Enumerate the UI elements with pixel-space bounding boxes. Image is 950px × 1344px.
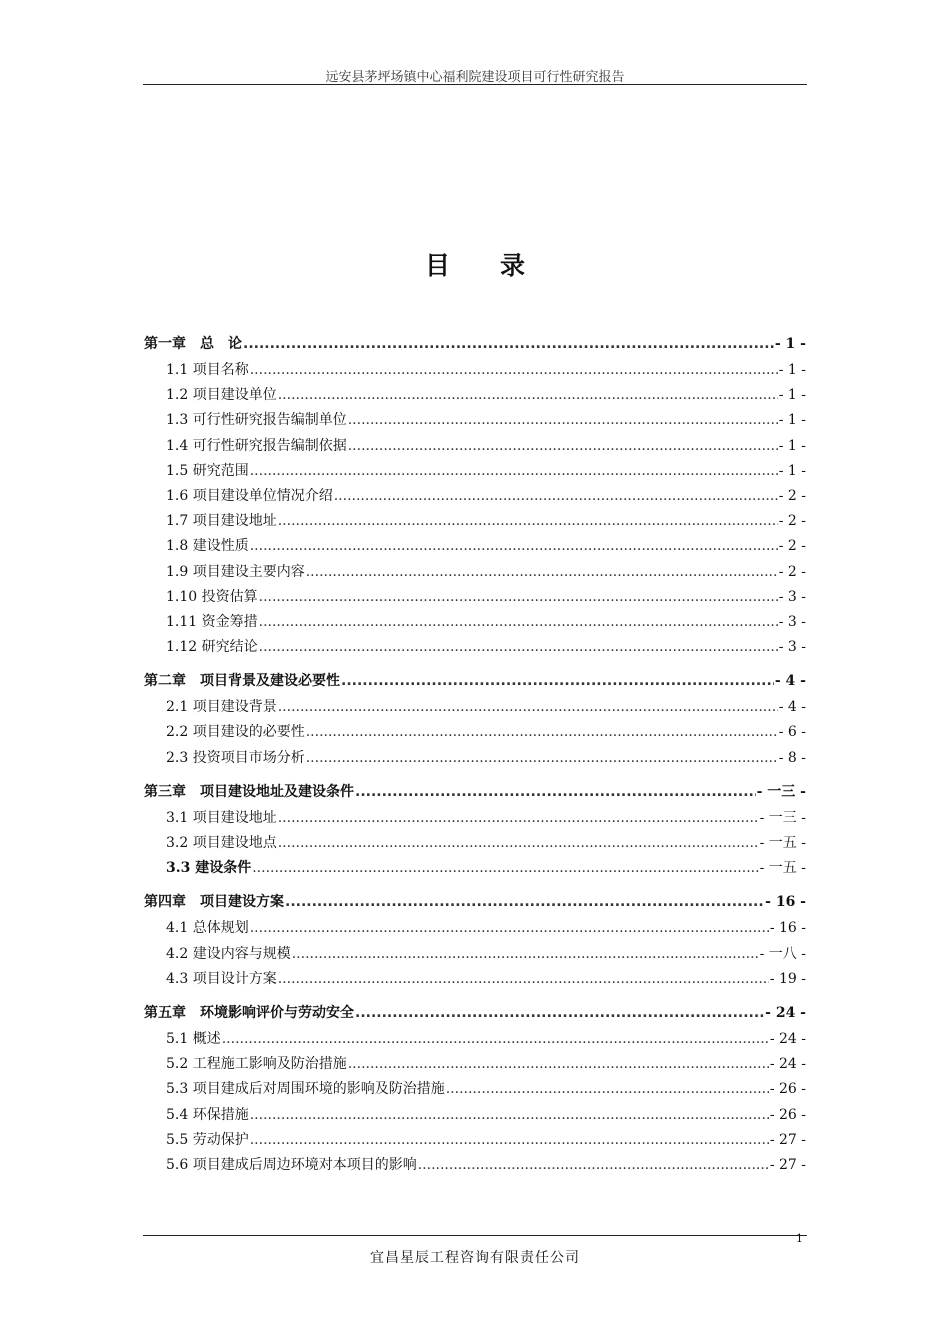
toc-entry-title: 2.3 投资项目市场分析 bbox=[166, 749, 305, 766]
toc-section-entry[interactable] bbox=[144, 968, 806, 993]
toc-entry-page: - 27 - bbox=[769, 1131, 806, 1148]
toc-leader-dots bbox=[306, 750, 778, 766]
toc-entry-page: - 3 - bbox=[778, 639, 806, 656]
toc-section-entry[interactable] bbox=[144, 435, 806, 460]
toc-entry-page: - 1 - bbox=[778, 462, 806, 479]
toc-chapter-entry[interactable] bbox=[144, 781, 806, 807]
toc-entry-page: - 24 - bbox=[765, 1004, 806, 1021]
toc-leader-dots bbox=[250, 1132, 769, 1148]
toc-entry-page: - 16 - bbox=[765, 894, 806, 911]
toc-chapter-entry[interactable] bbox=[144, 1002, 806, 1028]
toc-leader-dots bbox=[259, 614, 778, 630]
toc-entry-title: 1.8 建设性质 bbox=[166, 538, 249, 555]
toc-entry-title: 5.1 概述 bbox=[166, 1030, 221, 1047]
toc-entry-page: - 4 - bbox=[778, 699, 806, 716]
toc-entry-page: - 1 - bbox=[778, 412, 806, 429]
toc-entry-page: - 2 - bbox=[778, 513, 806, 530]
toc-entry-title: 第一章 总 论 bbox=[144, 336, 242, 352]
toc-entry-title: 5.4 环保措施 bbox=[166, 1106, 249, 1123]
toc-section-entry[interactable] bbox=[144, 1129, 806, 1154]
toc-leader-dots bbox=[278, 387, 778, 403]
toc-leader-dots bbox=[334, 488, 778, 504]
toc-leader-dots bbox=[250, 1107, 769, 1123]
toc-section-entry[interactable] bbox=[144, 857, 806, 882]
toc-leader-dots bbox=[348, 1056, 769, 1072]
toc-leader-dots bbox=[243, 336, 774, 352]
toc-entry-title: 2.2 项目建设的必要性 bbox=[166, 724, 305, 741]
toc-entry-page: - 3 - bbox=[778, 613, 806, 630]
toc-leader-dots bbox=[285, 894, 764, 910]
toc-section-entry[interactable] bbox=[144, 696, 806, 721]
toc-entry-page: - 27 - bbox=[769, 1156, 806, 1173]
toc-entry-title: 第三章 项目建设地址及建设条件 bbox=[144, 783, 354, 800]
toc-entry-title: 1.5 研究范围 bbox=[166, 462, 249, 479]
toc-entry-page: - 24 - bbox=[769, 1056, 806, 1073]
toc-entry-page: - 一五 - bbox=[759, 835, 806, 851]
toc-leader-dots bbox=[306, 564, 778, 580]
toc-entry-page: - 2 - bbox=[778, 487, 806, 504]
toc-entry-page: - 26 - bbox=[769, 1081, 806, 1098]
toc-section-entry[interactable] bbox=[144, 1078, 806, 1103]
toc-leader-dots bbox=[259, 639, 778, 655]
toc-section-entry[interactable] bbox=[144, 1053, 806, 1078]
toc-section-entry[interactable] bbox=[144, 721, 806, 746]
toc-entry-page: - 2 - bbox=[778, 538, 806, 555]
toc-leader-dots bbox=[292, 946, 759, 962]
toc-entry-title: 5.5 劳动保护 bbox=[166, 1131, 249, 1148]
toc-leader-dots bbox=[348, 438, 778, 454]
toc-section-entry[interactable] bbox=[144, 561, 806, 586]
toc-section-entry[interactable] bbox=[144, 636, 806, 661]
toc-leader-dots bbox=[446, 1081, 769, 1097]
toc-entry-title: 5.6 项目建成后周边环境对本项目的影响 bbox=[166, 1156, 417, 1173]
toc-section-entry[interactable] bbox=[144, 409, 806, 434]
toc-entry-title: 2.1 项目建设背景 bbox=[166, 699, 277, 716]
toc-entry-page: - 16 - bbox=[769, 920, 806, 937]
toc-chapter-entry[interactable] bbox=[144, 333, 806, 359]
toc-entry-page: - 一三 - bbox=[756, 783, 806, 800]
toc-entry-title: 3.2 项目建设地点 bbox=[166, 835, 277, 851]
toc-leader-dots bbox=[278, 835, 759, 851]
toc-chapter-entry[interactable] bbox=[144, 891, 806, 917]
toc-entry-page: - 一八 - bbox=[759, 945, 806, 962]
toc-section-entry[interactable] bbox=[144, 943, 806, 968]
toc-section-entry[interactable] bbox=[144, 384, 806, 409]
toc-title: 目录 bbox=[424, 251, 575, 280]
toc-entry-page: - 4 - bbox=[774, 673, 806, 690]
toc-leader-dots bbox=[278, 810, 759, 826]
toc-section-entry[interactable] bbox=[144, 460, 806, 485]
toc-section-entry[interactable] bbox=[144, 807, 806, 832]
toc-section-entry[interactable] bbox=[144, 359, 806, 384]
toc-entry-page: - 24 - bbox=[769, 1030, 806, 1047]
toc-entry-title: 3.3 建设条件 bbox=[166, 860, 252, 877]
toc-leader-dots bbox=[250, 920, 769, 936]
toc-section-entry[interactable] bbox=[144, 832, 806, 857]
toc-leader-dots bbox=[278, 699, 778, 715]
toc-entry-page: - 2 - bbox=[778, 563, 806, 580]
toc-leader-dots bbox=[278, 513, 778, 529]
toc-section-entry[interactable] bbox=[144, 586, 806, 611]
toc-entry-page: - 1 - bbox=[778, 362, 806, 378]
toc-leader-dots bbox=[259, 589, 778, 605]
toc-entry-title: 第二章 项目背景及建设必要性 bbox=[144, 673, 340, 690]
toc-entry-title: 1.7 项目建设地址 bbox=[166, 513, 277, 530]
toc-entry-title: 4.3 项目设计方案 bbox=[166, 970, 277, 987]
page-number: 1 bbox=[796, 1232, 803, 1245]
toc-section-entry[interactable] bbox=[144, 485, 806, 510]
toc-entry-title: 4.2 建设内容与规模 bbox=[166, 945, 291, 962]
footer-rule bbox=[143, 1235, 807, 1236]
toc-entry-title: 4.1 总体规划 bbox=[166, 920, 249, 937]
toc-section-entry[interactable] bbox=[144, 917, 806, 942]
toc-section-entry[interactable] bbox=[144, 535, 806, 560]
header-rule bbox=[143, 84, 807, 85]
toc-leader-dots bbox=[250, 362, 778, 378]
toc-entry-page: - 一五 - bbox=[759, 860, 806, 877]
toc-section-entry[interactable] bbox=[144, 510, 806, 535]
toc-entry-title: 1.1 项目名称 bbox=[166, 362, 249, 378]
toc-leader-dots bbox=[306, 724, 778, 740]
toc-section-entry[interactable] bbox=[144, 747, 806, 772]
toc-entry-page: - 1 - bbox=[778, 387, 806, 404]
toc-entry-page: - 1 - bbox=[774, 336, 806, 352]
toc-section-entry[interactable] bbox=[144, 1154, 806, 1179]
toc-entry-page: - 8 - bbox=[778, 749, 806, 766]
toc-entry-title: 第五章 环境影响评价与劳动安全 bbox=[144, 1004, 354, 1021]
toc-leader-dots bbox=[252, 860, 758, 876]
toc-entry-page: - 3 - bbox=[778, 588, 806, 605]
toc-entry-title: 1.4 可行性研究报告编制依据 bbox=[166, 437, 347, 454]
toc-entry-title: 1.9 项目建设主要内容 bbox=[166, 563, 305, 580]
toc-leader-dots bbox=[278, 971, 769, 987]
toc-entry-title: 第四章 项目建设方案 bbox=[144, 894, 284, 911]
running-header: 远安县茅坪场镇中心福利院建设项目可行性研究报告 bbox=[325, 70, 625, 85]
toc-entry-page: - 19 - bbox=[769, 970, 806, 987]
toc-leader-dots bbox=[418, 1157, 769, 1173]
toc-entry-title: 5.3 项目建成后对周围环境的影响及防治措施 bbox=[166, 1081, 445, 1098]
toc-entry-page: - 1 - bbox=[778, 437, 806, 454]
toc-entry-title: 1.10 投资估算 bbox=[166, 588, 258, 605]
toc-leader-dots bbox=[355, 784, 756, 800]
toc-entry-page: - 一三 - bbox=[759, 809, 806, 826]
toc-leader-dots bbox=[341, 673, 774, 689]
toc-chapter-entry[interactable] bbox=[144, 670, 806, 696]
toc-entry-title: 1.6 项目建设单位情况介绍 bbox=[166, 487, 333, 504]
toc-section-entry[interactable] bbox=[144, 1028, 806, 1053]
toc-section-entry[interactable] bbox=[144, 611, 806, 636]
toc-entry-title: 3.1 项目建设地址 bbox=[166, 809, 277, 826]
toc-leader-dots bbox=[355, 1005, 764, 1021]
toc-section-entry[interactable] bbox=[144, 1104, 806, 1129]
toc-leader-dots bbox=[222, 1031, 769, 1047]
toc-entry-title: 5.2 工程施工影响及防治措施 bbox=[166, 1056, 347, 1073]
toc-entry-title: 1.12 研究结论 bbox=[166, 639, 258, 656]
toc-leader-dots bbox=[250, 463, 778, 479]
toc-entry-title: 1.2 项目建设单位 bbox=[166, 387, 277, 404]
table-of-contents bbox=[144, 333, 806, 1179]
toc-entry-title: 1.3 可行性研究报告编制单位 bbox=[166, 412, 347, 429]
toc-leader-dots bbox=[348, 412, 778, 428]
toc-entry-page: - 6 - bbox=[778, 724, 806, 741]
toc-entry-page: - 26 - bbox=[769, 1106, 806, 1123]
company-footer: 宜昌星辰工程咨询有限责任公司 bbox=[370, 1250, 580, 1266]
toc-leader-dots bbox=[250, 538, 778, 554]
toc-entry-title: 1.11 资金筹措 bbox=[166, 613, 258, 630]
